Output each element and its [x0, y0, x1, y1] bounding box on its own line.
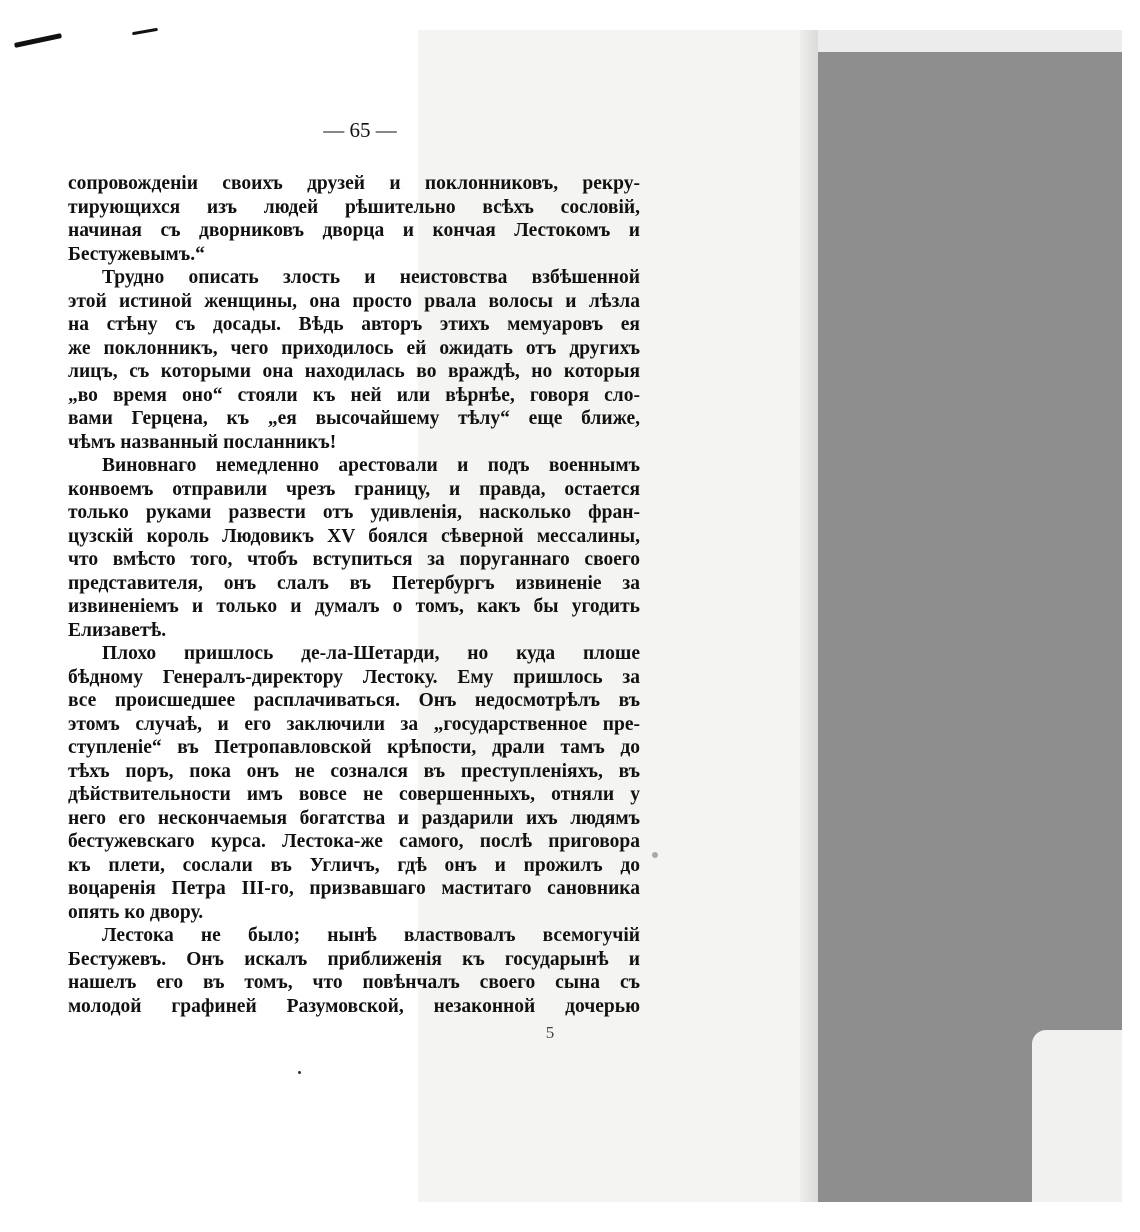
- text-line: все происшедшее расплачиваться. Онъ недосмотрѣлъ въ: [68, 690, 640, 711]
- text-line: сопровожденіи своихъ друзей и поклонниковъ, рекру-: [68, 173, 640, 194]
- text-line: конвоемъ отправили чрезъ границу, и правда, остается: [68, 478, 640, 500]
- text-line: Плохо пришлось де-ла-Шетарди, но куда плоше: [102, 643, 640, 664]
- text-line: представителя, онъ слалъ въ Петербургъ извиненіе за: [68, 572, 640, 594]
- text-line: Лестока не было; нынѣ властвовалъ всемогучій: [102, 925, 640, 946]
- scan-dot: [298, 1071, 301, 1074]
- text-line: къ плети, сослали въ Угличъ, гдѣ онъ и прожилъ до: [68, 854, 640, 876]
- text-line: Виновнаго немедленно арестовали и подъ военнымъ: [102, 455, 640, 476]
- text-line: цузскій король Людовикъ XV боялся сѣверной мессалины,: [68, 525, 640, 547]
- scan-mark: [132, 28, 158, 35]
- text-line: чѣмъ названный посланникъ!: [68, 431, 337, 453]
- signature-mark: 5: [545, 1023, 555, 1042]
- text-line: на стѣну съ досады. Вѣдь авторъ этихъ мемуаровъ ея: [68, 314, 640, 335]
- text-line: него его нескончаемыя богатства и раздарили ихъ людямъ: [68, 807, 640, 829]
- text-line: Трудно описать злость и неистовства взбѣшенной: [102, 267, 640, 288]
- text-line: воцаренія Петра III-го, призвавшаго маститаго сановника: [68, 878, 640, 899]
- text-line: ступленіе“ въ Петропавловской крѣпости, драли тамъ до: [68, 737, 640, 758]
- paper-tab: [1032, 1030, 1122, 1202]
- text-line: извиненіемъ и только и думалъ о томъ, какъ бы угодить: [68, 596, 640, 617]
- page-number: — 65 —: [323, 118, 397, 142]
- paragraph: [68, 172, 640, 266]
- text-line: бестужевскаго курса. Лестока-же самого, послѣ приговора: [68, 831, 640, 852]
- text-line: Бестужевымъ.“: [68, 243, 205, 265]
- text-line: этой истиной женщины, она просто рвала волосы и лѣзла: [68, 290, 640, 312]
- scan-dot: [652, 852, 658, 858]
- body-text: [68, 172, 640, 1018]
- text-line: Елизаветѣ.: [68, 619, 167, 641]
- text-line: „во время оно“ стояли къ ней или вѣрнѣе, говоря сло-: [68, 384, 640, 406]
- paragraph: [68, 642, 640, 924]
- scan-mark: [14, 33, 62, 48]
- text-line: дѣйствительности имъ вовсе не совершенныхъ, отняли у: [68, 784, 640, 805]
- text-line: тирующихся изъ людей рѣшительно всѣхъ сословій,: [68, 196, 640, 218]
- text-line: начиная съ дворниковъ дворца и кончая Лестокомъ и: [68, 220, 640, 241]
- text-line: этомъ случаѣ, и его заключили за „государственное пре-: [68, 713, 640, 735]
- paragraph: [68, 266, 640, 454]
- text-line: что вмѣсто того, чтобъ вступиться за поруганнаго своего: [68, 549, 640, 570]
- text-line: лицъ, съ которыми она находилась во враждѣ, но которыя: [68, 361, 640, 382]
- text-line: опять ко двору.: [68, 901, 204, 923]
- page-edge: [800, 30, 820, 1202]
- paragraph: [68, 924, 640, 1018]
- paragraph: [68, 454, 640, 642]
- text-line: бѣдному Генералъ-директору Лестоку. Ему пришлось за: [68, 666, 640, 688]
- text-line: же поклонникъ, чего приходилось ей ожидать отъ другихъ: [68, 337, 640, 359]
- cover-strip: [818, 30, 1122, 52]
- text-line: вами Герцена, къ „ея высочайшему тѣлу“ еще ближе,: [68, 408, 640, 429]
- text-line: нашелъ его въ томъ, что повѣнчалъ своего сына съ: [68, 972, 640, 993]
- text-line: Бестужевъ. Онъ искалъ приближенія къ государынѣ и: [68, 948, 640, 970]
- text-line: только руками развести отъ удивленія, насколько фран-: [68, 502, 640, 523]
- text-line: молодой графиней Разумовской, незаконной дочерью: [68, 995, 640, 1017]
- text-line: тѣхъ поръ, пока онъ не сознался въ преступленіяхъ, въ: [68, 760, 640, 782]
